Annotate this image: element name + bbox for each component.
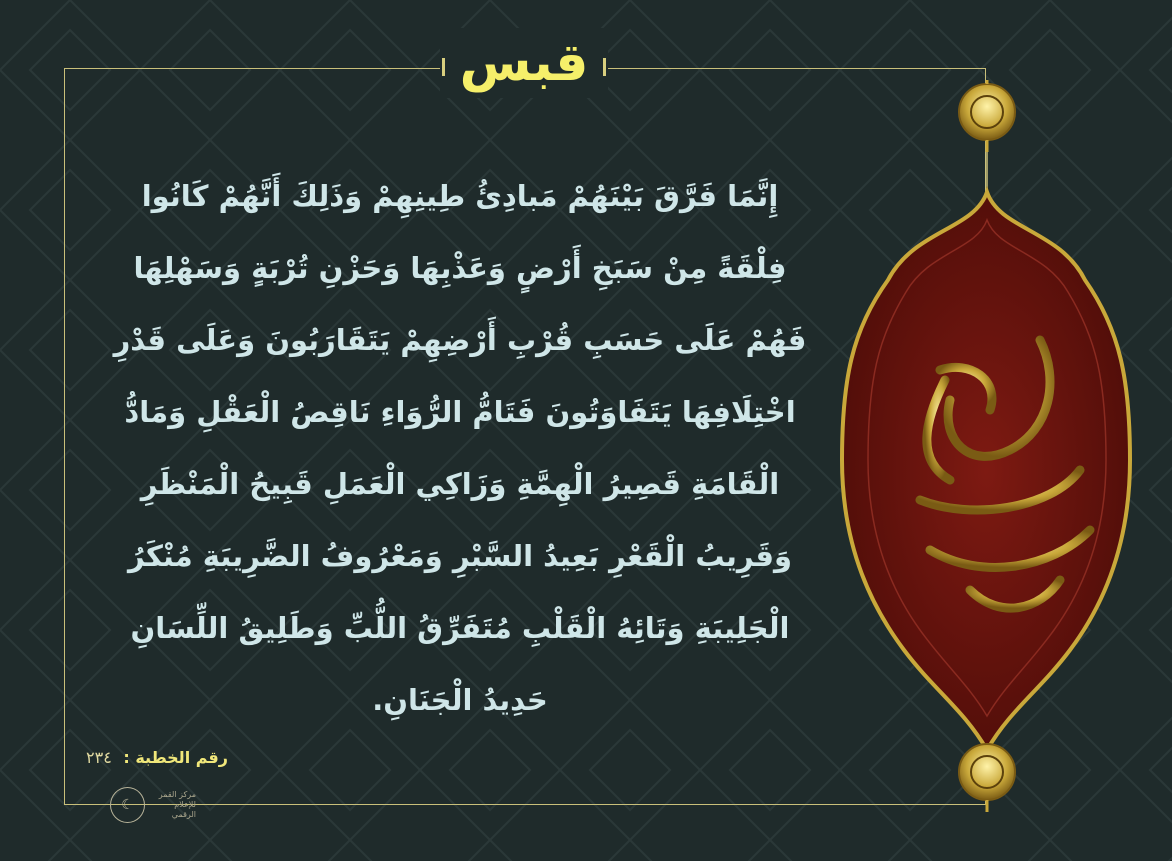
moon-logo-icon: ☾ [110,787,145,823]
title-box [440,28,608,98]
quote-line: فَهُمْ عَلَى حَسَبِ قُرْبِ أَرْضِهِمْ يَتَقَارَبُونَ وَعَلَى قَدْرِ [113,323,807,357]
quote-line: حَدِيدُ الْجَنَانِ. [372,683,548,717]
quote-text [100,160,820,736]
quote-line: فِلْقَةً مِنْ سَبَخِ أَرْضٍ وَعَذْبِهَا وَحَزْنِ تُرْبَةٍ وَسَهْلِهَا [133,251,787,285]
quote-line: وَقَرِيبُ الْقَعْرِ بَعِيدُ السَّبْرِ وَمَعْرُوفُ الضَّرِيبَةِ مُنْكَرُ [128,539,792,573]
publisher-name: مركز القمر للإعلام الرقمي [158,790,196,819]
sermon-reference [86,748,228,767]
sermon-number: ٢٣٤ [86,748,112,767]
title-divider-left [442,58,445,76]
quote-line: الْجَلِيبَةِ وَتَائِهُ الْقَلْبِ مُتَفَرِّقُ اللُّبِّ وَطَلِيقُ اللِّسَانِ [130,611,790,645]
sermon-reference-label: رقم الخطبة : [123,748,228,767]
nahj-albalagha-emblem [830,80,1150,820]
bottom-ornament-icon [959,744,1015,812]
quote-line: إِنَّمَا فَرَّقَ بَيْنَهُمْ مَبادِئُ طِينِهِمْ وَذَلِكَ أَنَّهُمْ كَانُوا [141,179,779,213]
title-divider-right [603,58,606,76]
emblem-shape [842,192,1130,750]
quote-line: اخْتِلَافِهَا يَتَفَاوَتُونَ فَتَامُّ الرُّوَاءِ نَاقِصُ الْعَقْلِ وَمَادُّ [124,395,796,429]
quote-line: الْقَامَةِ قَصِيرُ الْهِمَّةِ وَزَاكِي الْعَمَلِ قَبِيحُ الْمَنْظَرِ [140,467,780,501]
page-title: قبس [459,33,589,93]
publisher-logo [110,786,196,824]
top-ornament-icon [959,80,1015,152]
